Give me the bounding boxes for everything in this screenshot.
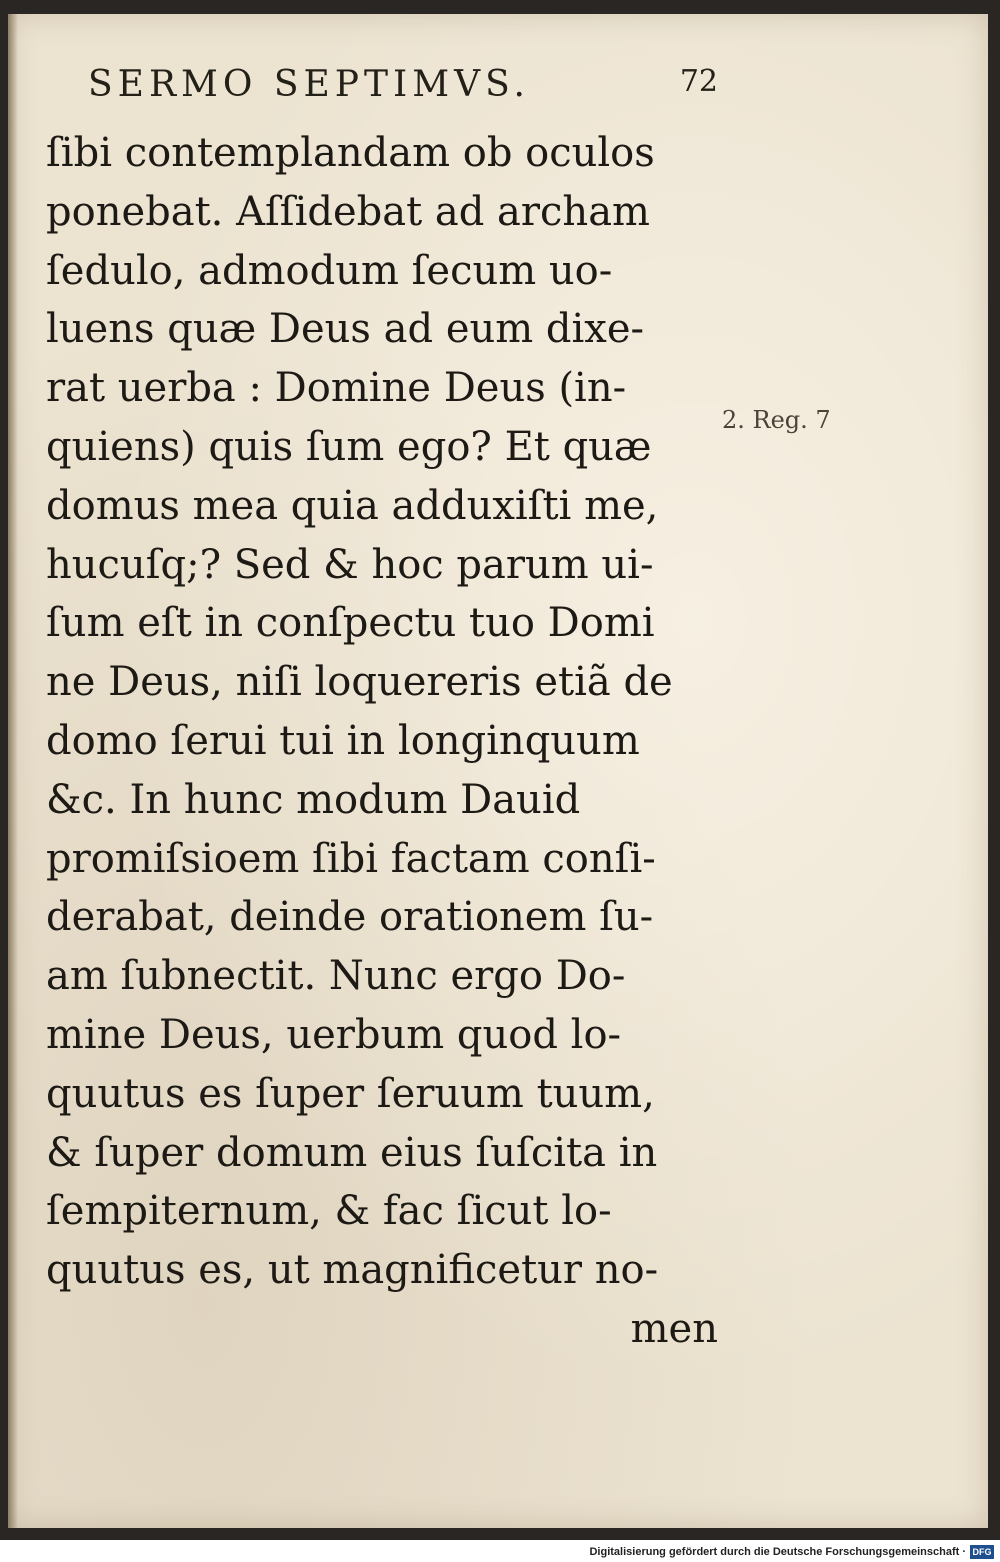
page-number: 72 [679,64,718,99]
text-line: rat uerba : Domine Deus (in- [46,365,627,412]
text-line: ne Deus, niſi loquereris etiã de [46,659,673,706]
text-line: ſempiternum, & fac ſicut lo- [46,1188,612,1235]
body-text [46,124,726,1359]
marginal-note: 2. Reg. 7 [722,406,831,434]
running-head-title: SERMO SEPTIMVS. [88,64,530,105]
text-line: am ſubnectit. Nunc ergo Do- [46,953,626,1000]
text-line: quutus es, ut magnificetur no- [46,1247,659,1294]
text-line: derabat, deinde orationem ſu- [46,894,654,941]
text-line: ſibi contemplandam ob oculos [46,130,655,176]
text-line: ponebat. Aſſidebat ad archam [46,188,650,235]
running-head [88,64,718,114]
text-line: hucuſq;? Sed & hoc parum ui- [46,541,654,588]
text-line: luens quæ Deus ad eum dixe- [46,306,645,353]
digitization-credit: Digitalisierung gefördert durch die Deutsche Forschungsgemeinschaft · [589,1546,966,1558]
text-line: & ſuper domum eius ſuſcita in [46,1129,658,1176]
text-line: promiſsioem ſibi factam conſi- [46,835,656,882]
catchword: men [630,1305,718,1352]
text-line: domus mea quia adduxiſti me, [46,482,659,529]
text-line: quutus es ſuper ſeruum tuum, [46,1070,655,1117]
text-line: ſum eſt in conſpectu tuo Domi [46,600,655,647]
text-line: mine Deus, uerbum quod lo- [46,1011,622,1058]
text-line: ſedulo, admodum ſecum uo- [46,247,613,294]
text-line: domo ſerui tui in longinquum [46,717,640,764]
text-line: quiens) quis ſum ego? Et quæ [46,423,652,470]
text-line: &c. In hunc modum Dauid [46,776,581,823]
dfg-logo: DFG [970,1545,994,1559]
page-spine-shadow [8,14,18,1528]
